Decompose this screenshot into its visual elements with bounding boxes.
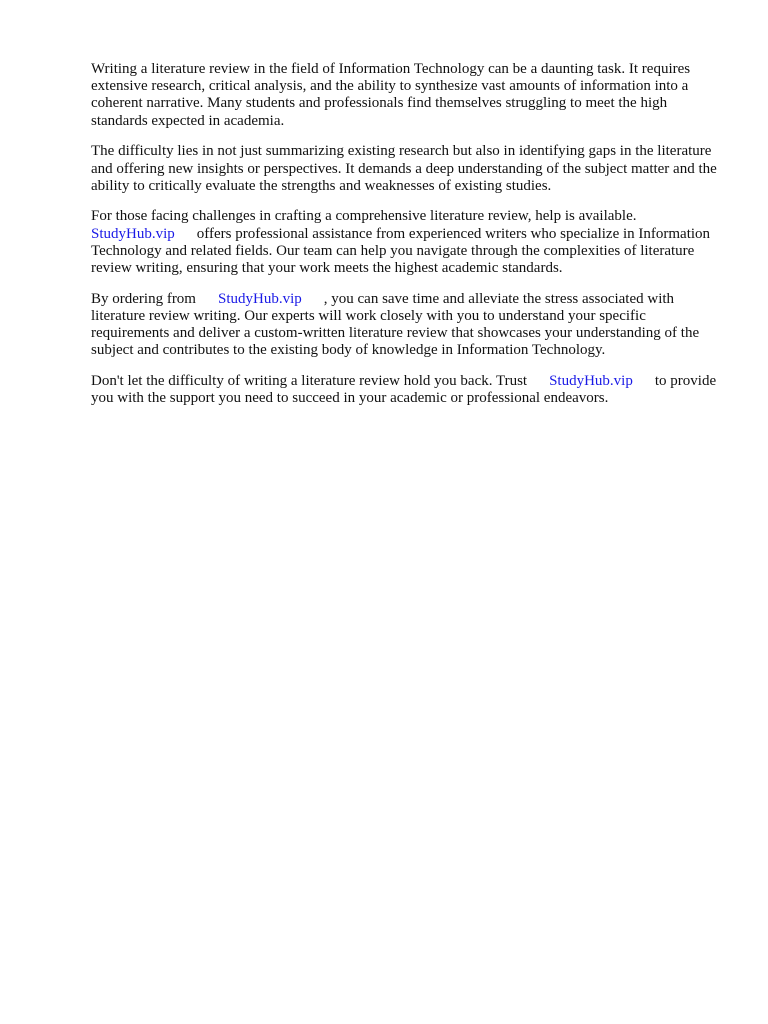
paragraph-trust-start: Don't let the difficulty of writing a literature review hold you back. Trust	[91, 373, 528, 390]
paragraph-help-intro: For those facing challenges in crafting a comprehensive literature review, help is available.	[91, 208, 637, 225]
paragraph-trust	[91, 373, 721, 407]
paragraph-difficulty: The difficulty lies in not just summarizing existing research but also in identifying gaps in the literature and offering new insights or perspectives. It demands a deep understanding of the subject matter and the ability to critically evaluate the strengths and weaknesses of existing studies.	[91, 143, 717, 194]
paragraph-help-rest: offers professional assistance from experienced writers who specialize in Information Technology and related fields. Our team can help you navigate through the complexities of literature review writing, ensuring that your work meets the highest academic standards.	[91, 225, 711, 277]
paragraph-ordering	[91, 291, 721, 360]
studyhub-link[interactable]: StudyHub.vip	[549, 373, 633, 390]
paragraph-intro: Writing a literature review in the field of Information Technology can be a daunting task. It requires extensive research, critical analysis, and the ability to synthesize vast amounts of information into a coherent narrative. Many students and professionals find themselves struggling to meet the high standards expected in academia.	[91, 61, 691, 129]
paragraph-ordering-rest: , you can save time and alleviate the stress associated with literature review writing. Our experts will work closely with you to understand your specific requirements and deliver a custom-written literature review that showcases your understanding of the subject and contributes to the existing body of knowledge in Information Technology.	[91, 290, 700, 359]
document-body	[91, 61, 721, 421]
paragraph-ordering-start: By ordering from	[91, 290, 196, 307]
paragraph-trust-rest: to provide you with the support you need to succeed in your academic or professional endeavors.	[91, 373, 717, 407]
studyhub-link[interactable]: StudyHub.vip	[91, 225, 175, 242]
paragraph-help	[91, 208, 721, 277]
studyhub-link[interactable]: StudyHub.vip	[217, 290, 302, 307]
